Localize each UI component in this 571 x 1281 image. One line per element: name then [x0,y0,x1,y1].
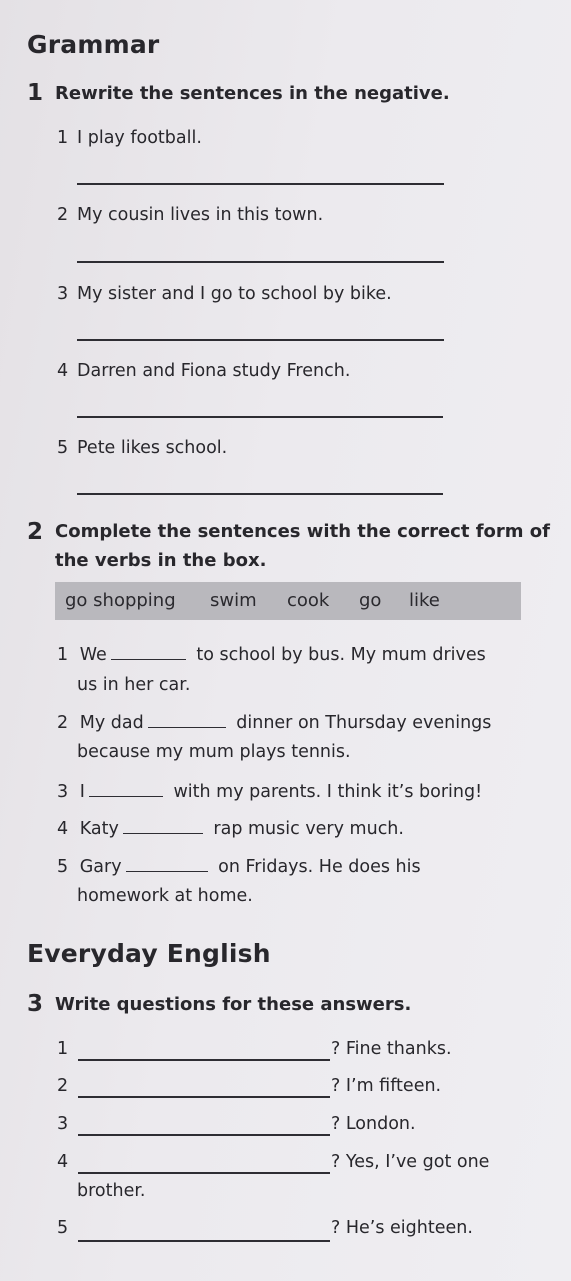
box-word: swim [210,590,257,611]
answer-line[interactable] [77,416,443,418]
item-answer: ? I’m fifteen. [331,1076,442,1096]
item-number: 2 [57,205,69,225]
item-number: 3 [57,1114,69,1134]
exercise-2-instruction-cont: the verbs in the box. [55,550,267,571]
exercise-3-instruction: Write questions for these answers. [55,994,412,1015]
item-answer-continued: brother. [77,1181,146,1201]
box-word: cook [287,590,330,611]
item-text-before: Katy [79,819,119,839]
item-sentence: I play football. [77,128,202,148]
item-number: 4 [57,361,69,381]
item-text-before: I [79,782,85,802]
exercise-3-number: 3 [27,991,44,1017]
box-word: like [409,590,440,611]
item-answer: ? He’s eighteen. [331,1218,473,1238]
item-text-before: We [79,645,107,665]
answer-line[interactable] [78,1096,330,1098]
item-text-after: to school by bus. My mum drives [196,645,486,665]
item-text-continued: because my mum plays tennis. [77,742,351,762]
answer-line[interactable] [78,1240,330,1242]
item-text-after: on Fridays. He does his [218,857,421,877]
answer-line[interactable] [78,1134,330,1136]
item-number: 4 [57,1152,69,1172]
item-number: 1 [57,1039,69,1059]
answer-line[interactable] [78,1172,330,1174]
exercise-1-number: 1 [27,80,44,106]
item-sentence: Pete likes school. [77,438,228,458]
answer-line[interactable] [77,339,444,341]
item-sentence: My sister and I go to school by bike. [77,284,392,304]
item-answer: ? London. [331,1114,416,1134]
section-heading-grammar: Grammar [27,30,160,59]
answer-line[interactable] [78,1059,330,1061]
item-text-after: with my parents. I think it’s boring! [173,782,483,802]
answer-line[interactable] [77,261,444,263]
item-sentence: Darren and Fiona study French. [77,361,351,381]
answer-line[interactable] [77,183,444,185]
answer-blank[interactable] [111,658,186,660]
item-number: 3 [57,782,69,802]
item-number: 5 [57,857,69,877]
item-number: 5 [57,1218,69,1238]
answer-blank[interactable] [148,726,226,728]
answer-blank[interactable] [89,795,163,797]
exercise-2-number: 2 [27,519,44,545]
box-word: go shopping [65,590,176,611]
section-heading-everyday-english: Everyday English [27,939,271,968]
box-word: go [359,590,382,611]
item-text-before: Gary [79,857,122,877]
item-text-after: dinner on Thursday evenings [236,713,492,733]
item-number: 2 [57,713,69,733]
item-text-continued: homework at home. [77,886,253,906]
exercise-1-instruction: Rewrite the sentences in the negative. [55,83,450,104]
answer-blank[interactable] [126,870,208,872]
item-number: 1 [57,645,69,665]
item-number: 3 [57,284,69,304]
exercise-2-item [57,713,491,733]
item-text-continued: us in her car. [77,675,191,695]
exercise-2-item [57,857,421,877]
item-number: 4 [57,819,69,839]
exercise-2-instruction: Complete the sentences with the correct form of [55,521,550,542]
exercise-2-item [57,819,404,839]
answer-blank[interactable] [123,832,203,834]
item-text-after: rap music very much. [213,819,404,839]
item-text-before: My dad [79,713,144,733]
exercise-2-item [57,645,486,665]
word-box [55,582,521,620]
exercise-2-item [57,782,482,802]
item-answer: ? Yes, I’ve got one [331,1152,490,1172]
item-answer: ? Fine thanks. [331,1039,452,1059]
item-sentence: My cousin lives in this town. [77,205,324,225]
answer-line[interactable] [77,493,443,495]
item-number: 2 [57,1076,69,1096]
item-number: 5 [57,438,69,458]
item-number: 1 [57,128,69,148]
